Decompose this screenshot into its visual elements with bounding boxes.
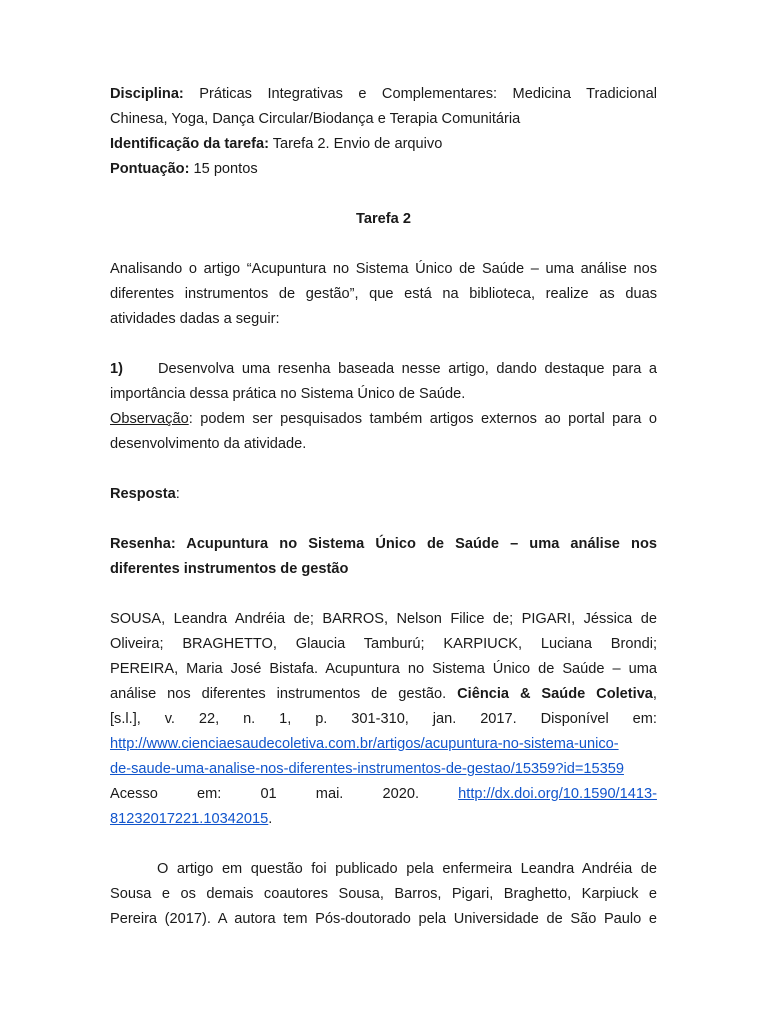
- citation-url-line-1: [110, 732, 657, 757]
- doi-link-part-2[interactable]: 81232017221.10342015: [110, 811, 269, 827]
- pontuacao-value: 15 pontos: [193, 161, 258, 177]
- identificacao-line: [110, 132, 657, 157]
- item-1-line-1: [110, 357, 657, 382]
- observacao-text: : podem ser pesquisados também artigos externos ao portal para o: [188, 411, 657, 427]
- resenha-title-line-1: Resenha: Acupuntura no Sistema Único de Saúde – uma análise nos: [110, 536, 657, 552]
- page-title: Tarefa 2: [356, 211, 411, 227]
- intro-line-3: atividades dadas a seguir:: [110, 311, 280, 327]
- disciplina-line-1: [110, 82, 657, 107]
- citation-line-5: [s.l.], v. 22, n. 1, p. 301-310, jan. 2017. Disponível em:: [110, 711, 657, 727]
- disciplina-line-2: Chinesa, Yoga, Dança Circular/Biodança e Terapia Comunitária: [110, 111, 521, 127]
- disciplina-value-1: Práticas Integrativas e Complementares: Medicina Tradicional: [199, 86, 657, 102]
- observacao-label: Observação: [110, 411, 189, 427]
- identificacao-value: Tarefa 2. Envio de arquivo: [272, 136, 443, 152]
- article-link-part-2[interactable]: de-saude-uma-analise-nos-diferentes-instrumentos-de-gestao/15359?id=15359: [110, 761, 624, 777]
- pontuacao-line: [110, 157, 657, 182]
- disciplina-label: Disciplina:: [110, 86, 184, 102]
- citation-line-3: PEREIRA, Maria José Bistafa. Acupuntura no Sistema Único de Saúde – uma: [110, 661, 657, 677]
- citation-doi-line-2: 81232017221.10342015.: [110, 811, 273, 827]
- resenha-title-line-2: diferentes instrumentos de gestão: [110, 561, 349, 577]
- doi-link-part-1[interactable]: http://dx.doi.org/10.1590/1413-: [458, 786, 657, 802]
- item-1-text: Desenvolva uma resenha baseada nesse artigo, dando destaque para a: [158, 361, 657, 377]
- citation-acesso-line: Acesso em: 01 mai. 2020. http://dx.doi.org/10.1590/1413-: [110, 782, 657, 807]
- intro-line-1: Analisando o artigo “Acupuntura no Sistema Único de Saúde – uma análise nos: [110, 261, 657, 277]
- observacao-line-1: [110, 407, 657, 432]
- article-link-part-1[interactable]: http://www.cienciaesaudecoletiva.com.br/artigos/acupuntura-no-sistema-unico-: [110, 736, 619, 752]
- citation-line-4: análise nos diferentes instrumentos de gestão. Ciência & Saúde Coletiva,: [110, 686, 657, 702]
- body-line-3: Pereira (2017). A autora tem Pós-doutorado pela Universidade de São Paulo e: [110, 911, 657, 927]
- observacao-line-2: desenvolvimento da atividade.: [110, 436, 307, 452]
- citation-url-line-2: [110, 757, 657, 782]
- body-line-2: Sousa e os demais coautores Sousa, Barros, Pigari, Braghetto, Karpiuck e: [110, 886, 657, 902]
- citation-line-1: SOUSA, Leandra Andréia de; BARROS, Nelson Filice de; PIGARI, Jéssica de: [110, 611, 657, 627]
- intro-line-2: diferentes instrumentos de gestão”, que está na biblioteca, realize as duas: [110, 286, 657, 302]
- journal-name: Ciência & Saúde Coletiva: [457, 686, 653, 702]
- item-1-line-2: importância dessa prática no Sistema Único de Saúde.: [110, 386, 466, 402]
- item-1-number: 1): [110, 361, 123, 377]
- pontuacao-label: Pontuação:: [110, 161, 190, 177]
- body-line-1: O artigo em questão foi publicado pela enfermeira Leandra Andréia de: [157, 861, 657, 877]
- identificacao-label: Identificação da tarefa:: [110, 136, 269, 152]
- resposta-heading: Resposta:: [110, 486, 180, 502]
- citation-line-2: Oliveira; BRAGHETTO, Glaucia Tamburú; KARPIUCK, Luciana Brondi;: [110, 636, 657, 652]
